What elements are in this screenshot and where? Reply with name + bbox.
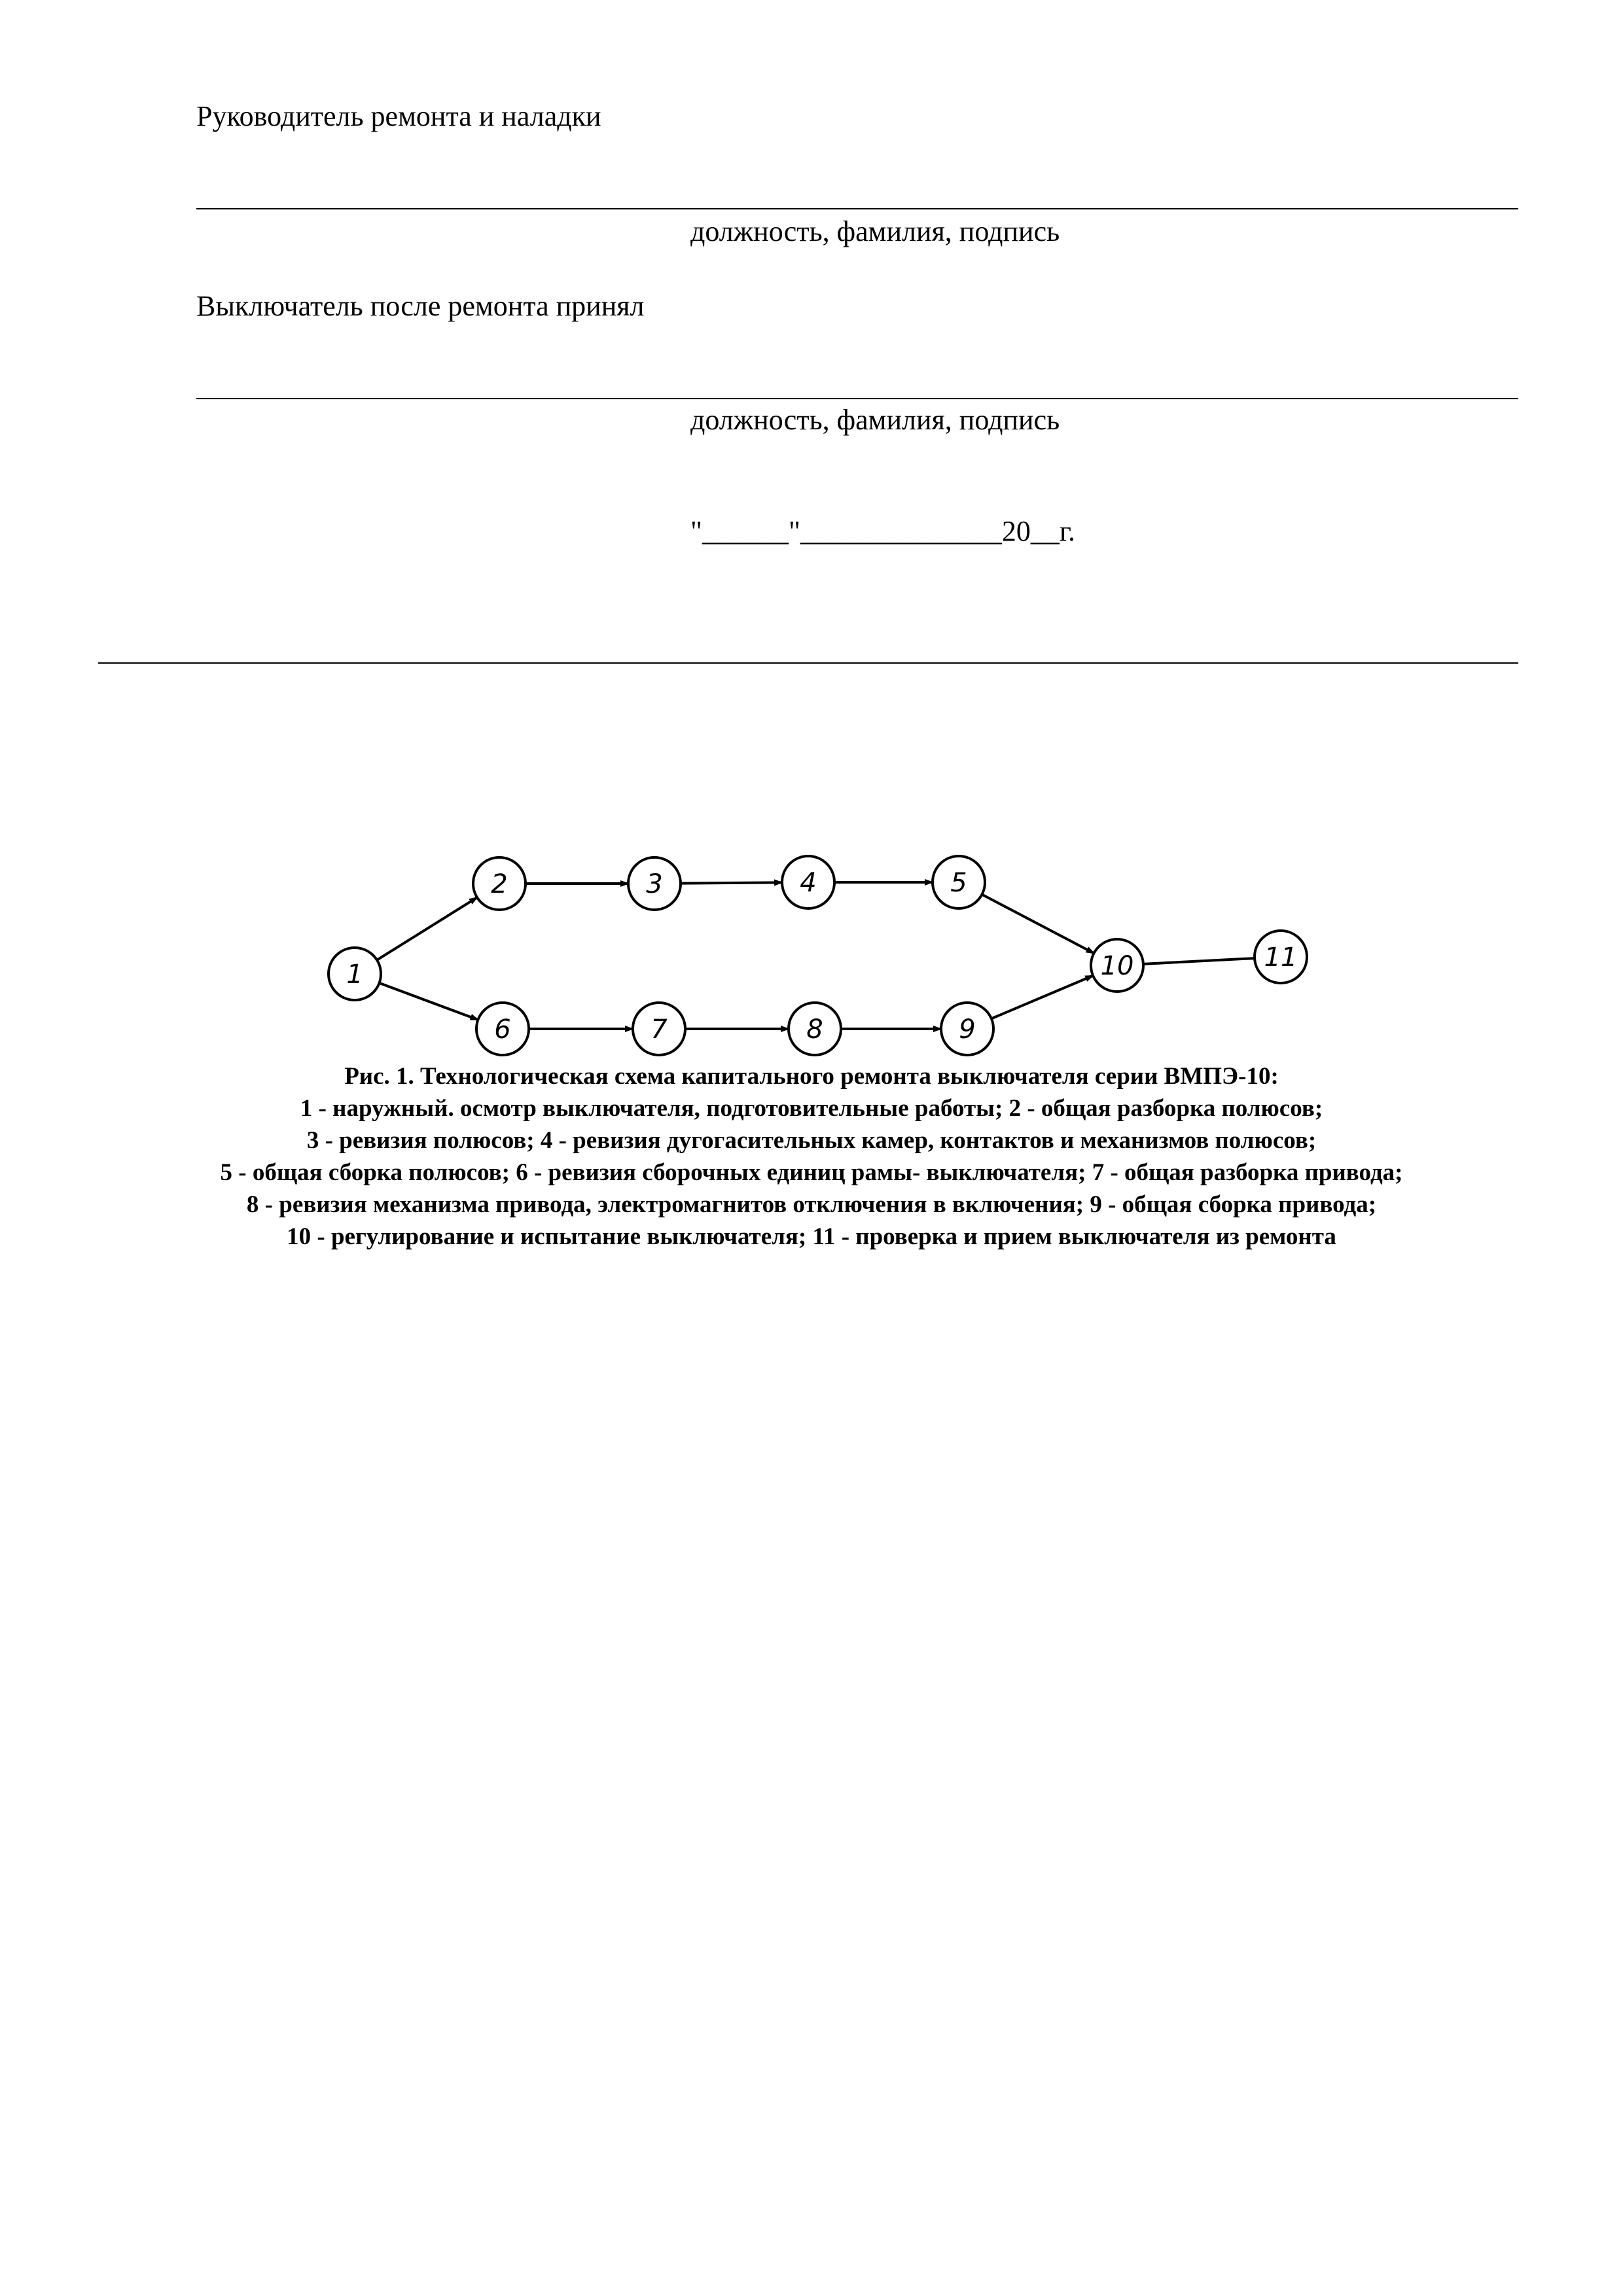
caption-line-1: 1 - наружный. осмотр выключателя, подготовительные работы; 2 - общая разборка полюсов; (300, 1095, 1323, 1122)
node-1 (329, 948, 381, 1000)
node-label: 6 (494, 1014, 511, 1045)
repair-manager-signature-line (196, 208, 1518, 209)
repair-manager-label: Руководитель ремонта и наладки (196, 100, 601, 132)
node-label: 5 (950, 868, 967, 898)
caption-line-5: 10 - регулирование и испытание выключателя; 11 - проверка и прием выключателя из ремонта (287, 1223, 1336, 1250)
section-divider (98, 662, 1518, 664)
repair-network-diagram (314, 844, 1335, 1067)
edge-n10-n11 (1143, 958, 1255, 964)
figure-caption (92, 1060, 1531, 1253)
node-11 (1255, 931, 1307, 983)
edge-n3-n4 (681, 882, 782, 883)
node-label: 3 (646, 869, 663, 899)
node-10 (1091, 939, 1143, 992)
repair-manager-hint: должность, фамилия, подпись (690, 215, 1060, 247)
node-7 (633, 1003, 685, 1055)
node-3 (628, 857, 681, 910)
node-6 (476, 1003, 529, 1055)
node-4 (782, 856, 834, 908)
node-9 (941, 1003, 993, 1055)
edge-n5-n10 (982, 895, 1094, 954)
accepted-label: Выключатель после ремонта принял (196, 290, 645, 322)
node-label: 9 (959, 1014, 976, 1045)
node-label: 1 (346, 960, 363, 990)
edge-n9-n10 (991, 976, 1093, 1019)
node-8 (789, 1003, 841, 1055)
node-5 (933, 856, 985, 908)
node-label: 2 (491, 869, 508, 899)
edge-n1-n6 (379, 983, 478, 1020)
node-label: 7 (651, 1014, 668, 1045)
node-label: 10 (1100, 951, 1134, 981)
edge-n1-n2 (377, 897, 477, 960)
date-line: "______"______________20__г. (690, 515, 1076, 547)
accepted-hint: должность, фамилия, подпись (690, 404, 1060, 436)
caption-line-3: 5 - общая сборка полюсов; 6 - ревизия сборочных единиц рамы- выключателя; 7 - общая разборка привода; (220, 1159, 1403, 1186)
caption-line-2: 3 - ревизия полюсов; 4 - ревизия дугогасительных камер, контактов и механизмов полюсов; (306, 1127, 1317, 1154)
accepted-signature-line (196, 398, 1518, 399)
node-label: 11 (1264, 942, 1298, 973)
caption-title: Рис. 1. Технологическая схема капитального ремонта выключателя серии ВМПЭ-10: (344, 1063, 1279, 1090)
node-label: 8 (806, 1014, 823, 1045)
node-label: 4 (800, 868, 817, 898)
node-2 (473, 857, 526, 910)
caption-line-4: 8 - ревизия механизма привода, электромагнитов отключения в включения; 9 - общая сборка привода; (246, 1191, 1377, 1218)
